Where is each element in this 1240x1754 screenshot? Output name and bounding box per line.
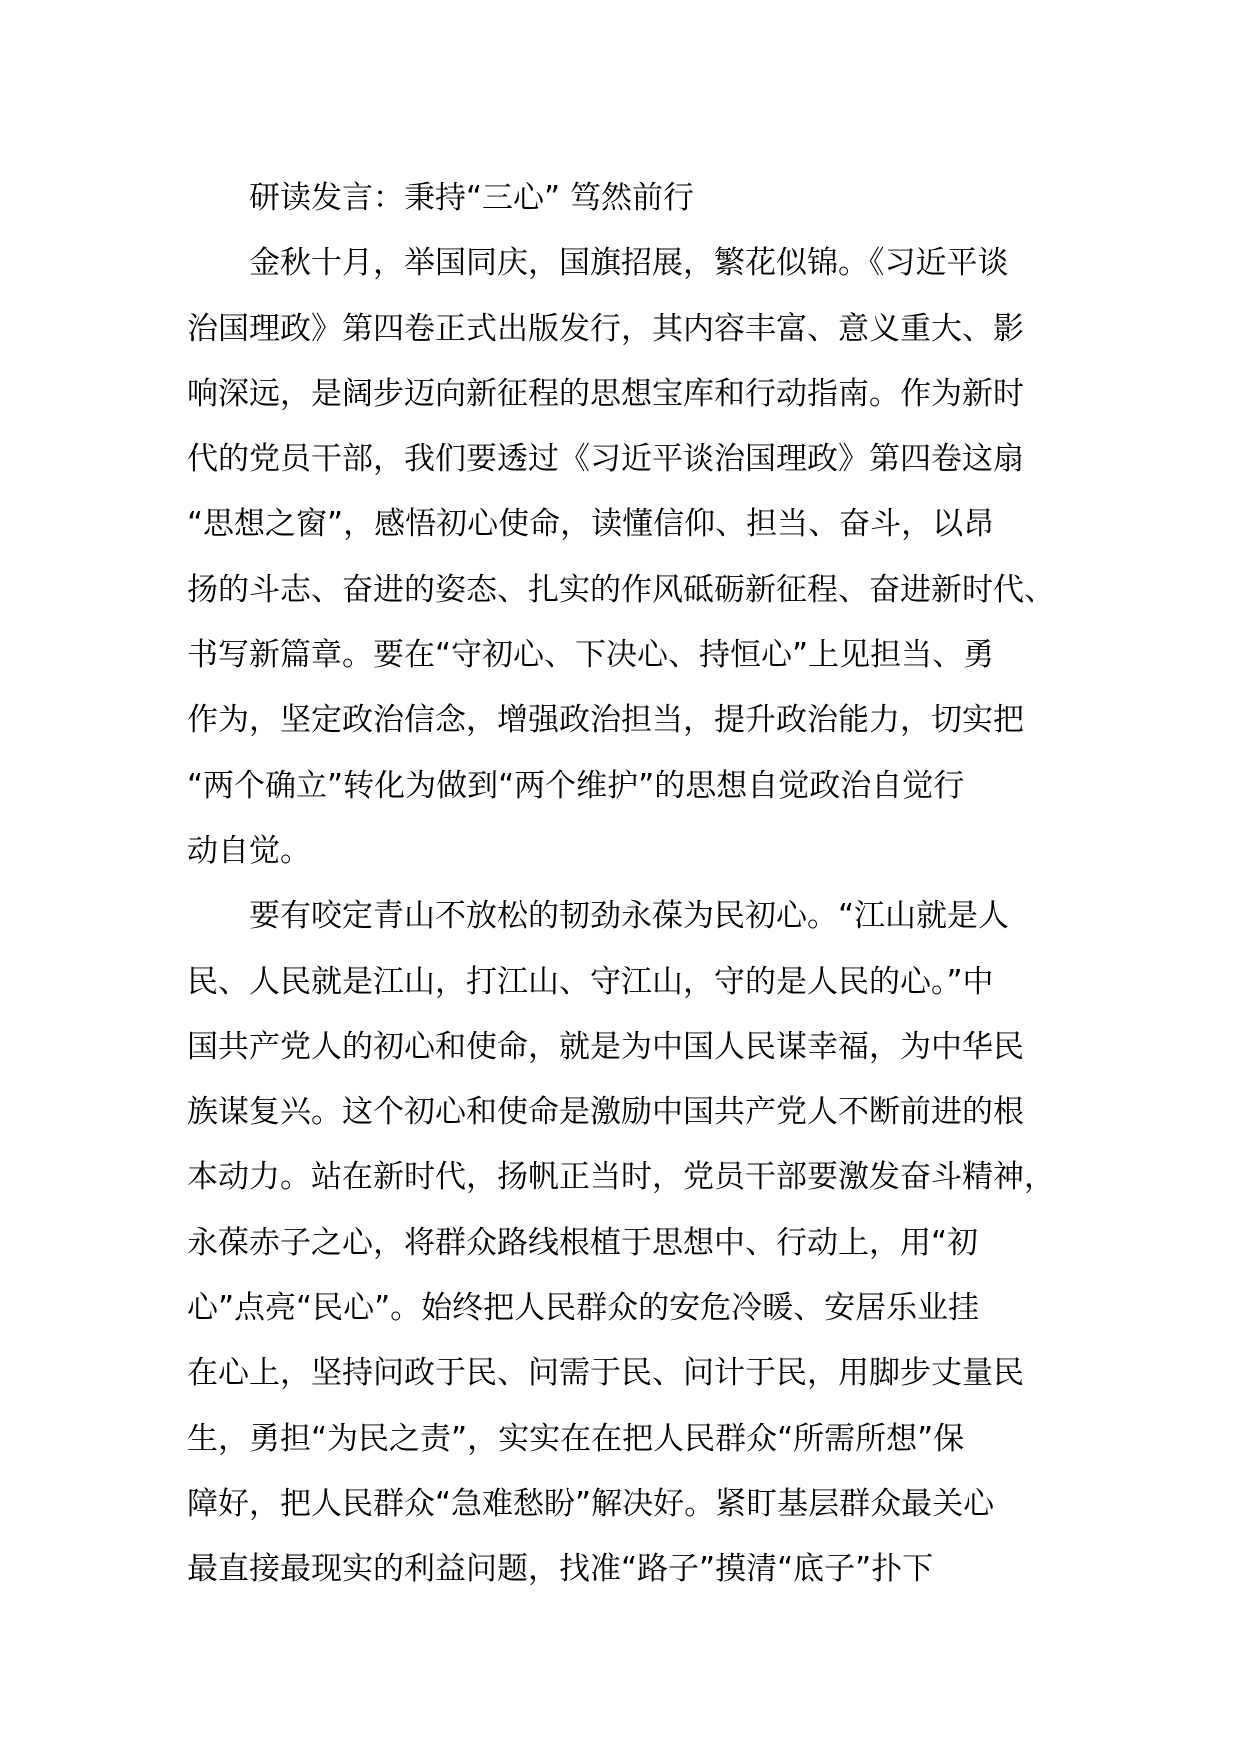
paragraph-line: 国共产党人的初心和使命，就是为中国人民谋幸福，为中华民 bbox=[187, 1028, 1024, 1065]
paragraph-line: 永葆赤子之心，将群众路线根植于思想中、行动上，用“初 bbox=[187, 1224, 979, 1261]
paragraph-line: 最直接最现实的利益问题，找准“路子”摸清“底子”扑下 bbox=[187, 1551, 934, 1588]
paragraph-line: “两个确立”转化为做到“两个维护”的思想自觉政治自觉行 bbox=[187, 767, 965, 804]
document-body bbox=[187, 166, 1087, 1603]
paragraph-line: 心”点亮“民心”。始终把人民群众的安危冷暖、安居乐业挂 bbox=[187, 1290, 980, 1327]
paragraph-line: 金秋十月，举国同庆，国旗招展，繁花似锦。《习近平谈 bbox=[249, 245, 1009, 282]
paragraph-line: 代的党员干部，我们要透过《习近平谈治国理政》第四卷这扇 bbox=[187, 441, 1024, 478]
paragraph-line: 治国理政》第四卷正式出版发行，其内容丰富、意义重大、影 bbox=[187, 310, 1024, 347]
paragraph-line: 生，勇担“为民之责”，实实在在把人民群众“所需所想”保 bbox=[187, 1420, 965, 1457]
paragraph-line: 动自觉。 bbox=[187, 832, 311, 869]
paragraph-line: 族谋复兴。这个初心和使命是激励中国共产党人不断前进的根 bbox=[187, 1094, 1024, 1131]
paragraph-line: 书写新篇章。要在“守初心、下决心、持恒心”上见担当、勇 bbox=[187, 637, 995, 674]
paragraph-2 bbox=[187, 884, 1087, 1602]
paragraph-line: 民、人民就是江山，打江山、守江山，守的是人民的心。”中 bbox=[187, 963, 994, 1000]
paragraph-1 bbox=[187, 231, 1087, 884]
paragraph-line: 在心上，坚持问政于民、问需于民、问计于民，用脚步丈量民 bbox=[187, 1355, 1024, 1392]
paragraph-line: 扬的斗志、奋进的姿态、扎实的作风砥砺新征程、奋进新时代、 bbox=[187, 571, 1055, 608]
paragraph-line: 本动力。站在新时代，扬帆正当时，党员干部要激发奋斗精神， bbox=[187, 1159, 1055, 1196]
paragraph-line: 要有咬定青山不放松的韧劲永葆为民初心。“江山就是人 bbox=[249, 898, 1010, 935]
paragraph-line: 响深远，是阔步迈向新征程的思想宝库和行动指南。作为新时 bbox=[187, 375, 1024, 412]
paragraph-line: 作为，坚定政治信念，增强政治担当，提升政治能力，切实把 bbox=[187, 702, 1024, 739]
document-title: 研读发言：秉持“三心” 笃然前行 bbox=[249, 180, 694, 216]
paragraph-line: “思想之窗”，感悟初心使命，读懂信仰、担当、奋斗，以昂 bbox=[187, 506, 995, 543]
paragraph-line: 障好，把人民群众“急难愁盼”解决好。紧盯基层群众最关心 bbox=[187, 1485, 995, 1522]
